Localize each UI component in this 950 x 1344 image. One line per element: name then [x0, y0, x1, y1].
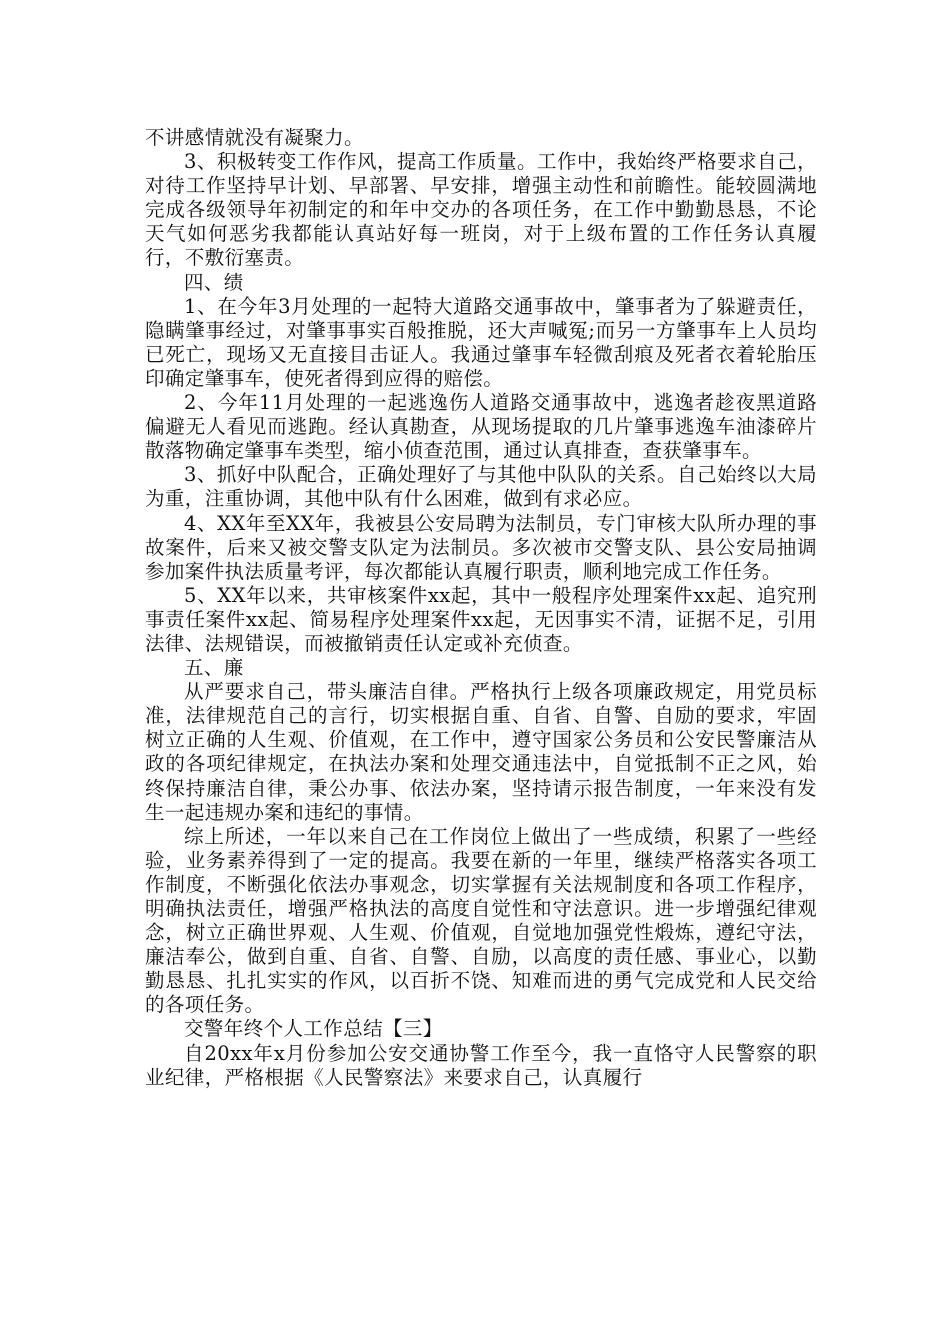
- paragraph-achievement-4: 4、XX年至XX年，我被县公安局聘为法制员，专门审核大队所办理的事故案件，后来又被交警支队定为法制员。多次被市交警支队、县公安局抽调参加案件执法质量考评，每次都能认真履行职责，顺利地完成工作任务。: [145, 511, 817, 583]
- paragraph-summary: 综上所述，一年以来自己在工作岗位上做出了一些成绩，积累了一些经验，业务素养得到了一定的提高。我要在新的一年里，继续严格落实各项工作制度，不断强化依法办事观念，切实掌握有关法规制度和各项工作程序，明确执法责任，增强严格执法的高度自觉性和守法意识。进一步增强纪律观念，树立正确世界观、人生观、价值观，自觉地加强党性煅炼，遵纪守法，廉洁奉公，做到自重、自省、自警、自励，以高度的责任感、事业心，以勤勤恳恳、扎扎实实的作风，以百折不饶、知难而进的勇气完成党和人民交给的各项任务。: [145, 824, 817, 1017]
- paragraph-part-three-intro: 自20xx年x月份参加公安交通协警工作至今，我一直恪守人民警察的职业纪律，严格根据《人民警察法》来要求自己，认真履行: [145, 1041, 817, 1089]
- paragraph-achievement-3: 3、抓好中队配合，正确处理好了与其他中队队的关系。自己始终以大局为重，注重协调，其他中队有什么困难，做到有求必应。: [145, 463, 817, 511]
- section-heading-integrity: 五、廉: [184, 656, 244, 680]
- paragraph-continuation: 不讲感情就没有凝聚力。: [145, 126, 364, 149]
- section-title-part-three: 交警年终个人工作总结【三】: [184, 1017, 443, 1041]
- paragraph-achievement-1: 1、在今年3月处理的一起特大道路交通事故中，肇事者为了躲避责任，隐瞒肇事经过，对肇事事实百般推脱，还大声喊冤;而另一方肇事车上人员均已死亡，现场又无直接目击证人。我通过肇事车轻微刮痕及死者衣着轮胎压印确定肇事车，使死者得到应得的赔偿。: [145, 294, 817, 390]
- paragraph-achievement-5: 5、XX年以来，共审核案件xx起，其中一般程序处理案件xx起、追究刑事责任案件xx起、简易程序处理案件xx起，无因事实不清，证据不足，引用法律、法规错误，而被撤销责任认定或补充侦查。: [145, 583, 817, 655]
- document-body: [145, 126, 817, 1090]
- paragraph-work-style: 3、积极转变工作作风，提高工作质量。工作中，我始终严格要求自己，对待工作坚持早计划、早部署、早安排，增强主动性和前瞻性。能较圆满地完成各级领导年初制定的和年中交办的各项任务，在工作中勤勤恳恳，不论天气如何恶劣我都能认真站好每一班岗，对于上级布置的工作任务认真履行，不敷衍塞责。: [145, 150, 817, 270]
- paragraph-achievement-2: 2、今年11月处理的一起逃逸伤人道路交通事故中，逃逸者趁夜黑道路偏避无人看见而逃跑。经认真勘查，从现场提取的几片肇事逃逸车油漆碎片散落物确定肇事车类型，缩小侦查范围，通过认真排查，查获肇事车。: [145, 391, 817, 463]
- paragraph-integrity: 从严要求自己，带头廉洁自律。严格执行上级各项廉政规定，用党员标准，法律规范自己的言行，切实根据自重、自省、自警、自励的要求，牢固树立正确的人生观、价值观，在工作中，遵守国家公务员和公安民警廉洁从政的各项纪律规定，在执法办案和处理交通违法中，自觉抵制不正之风，始终保持廉洁自律，秉公办事、依法办案，坚持请示报告制度，一年来没有发生一起违规办案和违纪的事情。: [145, 680, 817, 824]
- section-heading-achievements: 四、绩: [184, 270, 244, 294]
